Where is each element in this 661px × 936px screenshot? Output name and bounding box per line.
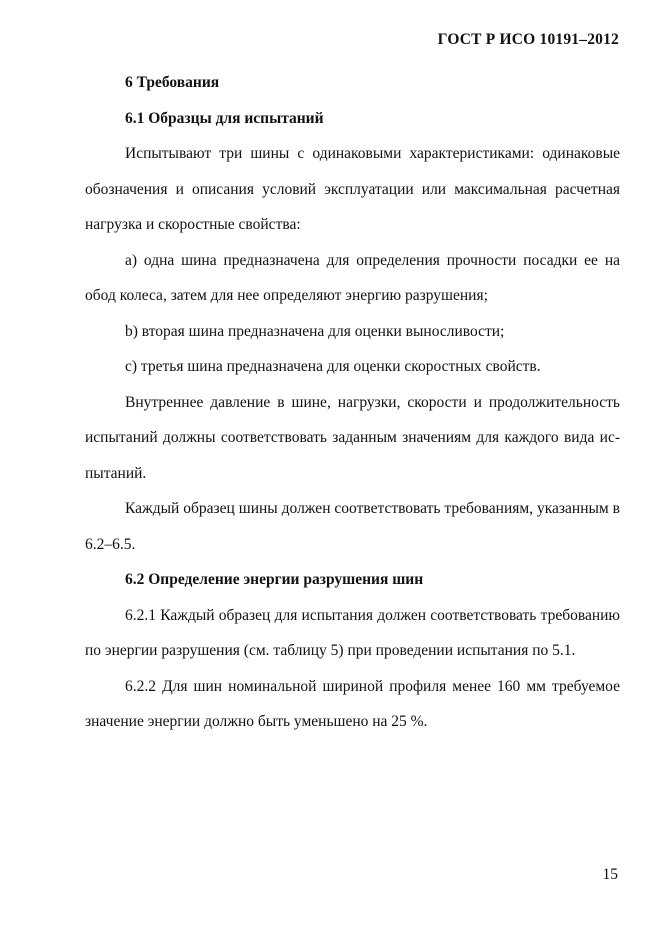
paragraph-pressure: Внутреннее давление в шине, нагрузки, скорости и продолжительность испытаний должны соответствовать заданным значениям для каждого вида ис-пытаний. [85, 393, 620, 482]
list-item-b: b) вторая шина предназначена для оценки выносливости; [125, 322, 505, 340]
paragraph-6-2-1: 6.2.1 Каждый образец для испытания должен соответствовать требованию по энергии разрушения (см. таблицу 5) при проведении испытания по 5.1. [85, 606, 620, 659]
paragraph-6-2-2: 6.2.2 Для шин номинальной шириной профиля менее 160 мм требуемое значение энергии должно быть уменьшено на 25 %. [85, 677, 620, 730]
paragraph-compliance: Каждый образец шины должен соответствовать требованиям, указанным в 6.2–6.5. [85, 500, 620, 553]
page-number: 15 [602, 866, 618, 883]
paragraph-intro: Испытывают три шины с одинаковыми характеристиками: одинаковые обозначения и описания условий эксплуатации или максимальная расчетная нагрузка и скоростные свойства: [85, 145, 620, 233]
subsection-heading-breaking-energy: 6.2 Определение энергии разрушения шин [125, 571, 424, 588]
list-item-a: a) одна шина предназначена для определения прочности посадки ее на обод колеса, затем для нее определяют энергию разрушения; [85, 251, 620, 304]
document-body [85, 65, 620, 740]
list-item-c: c) третья шина предназначена для оценки скоростных свойств. [125, 358, 541, 375]
subsection-heading-test-samples: 6.1 Образцы для испытаний [125, 109, 324, 127]
standard-code-header: ГОСТ Р ИСО 10191–2012 [437, 31, 619, 48]
section-heading: 6 Требования [125, 74, 220, 91]
